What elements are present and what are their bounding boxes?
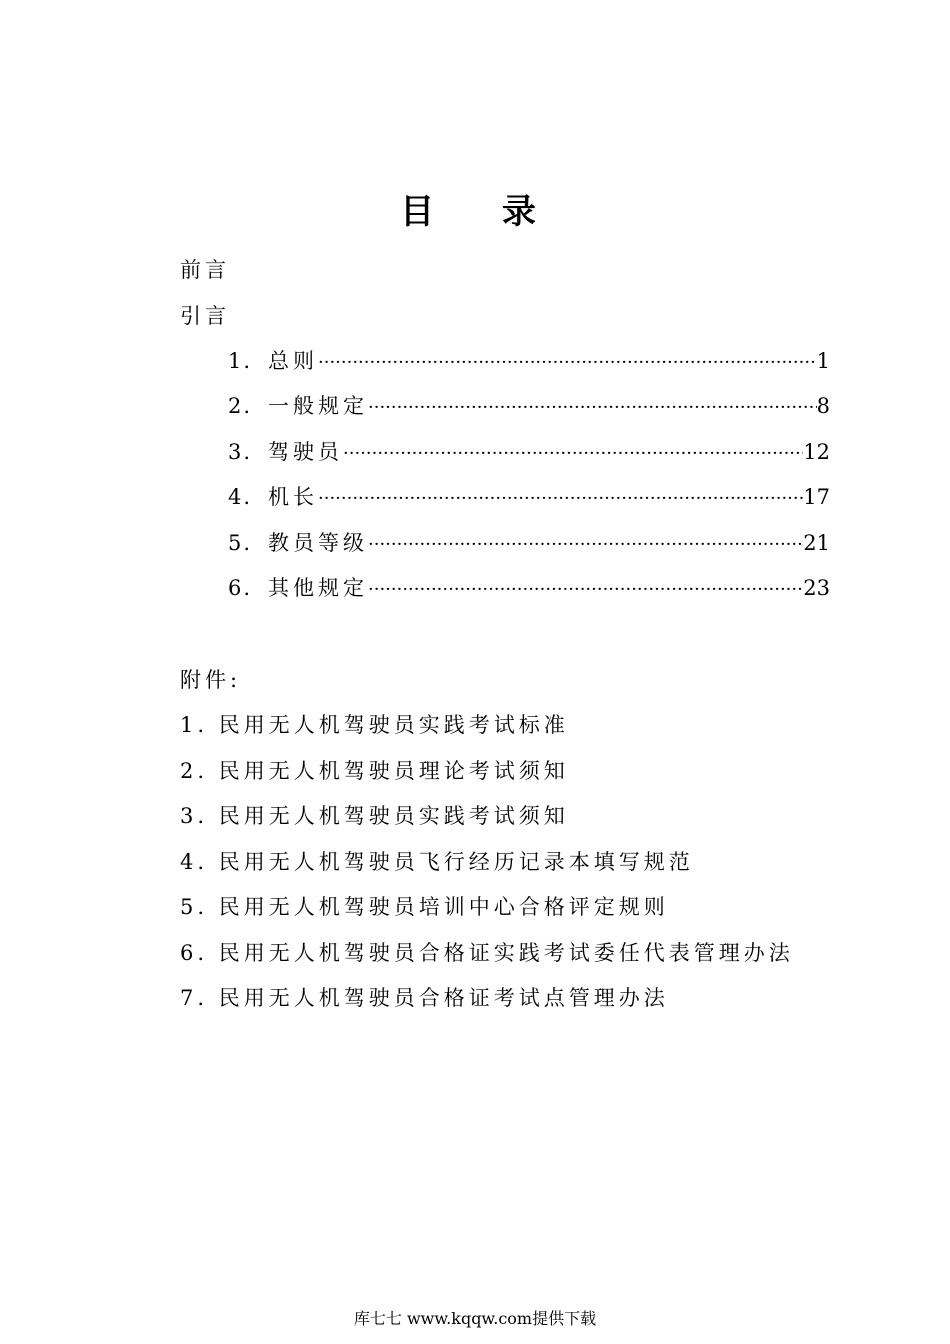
toc-entry	[228, 347, 830, 377]
toc-entry	[228, 392, 830, 422]
toc-entry-page: 17	[803, 485, 830, 509]
toc-entry-label: 其他规定	[268, 576, 368, 600]
introduction-heading: 引言	[180, 304, 230, 328]
toc-entry	[228, 574, 830, 604]
toc-entry-label: 一般规定	[268, 394, 368, 418]
toc-entry-label: 教员等级	[268, 531, 368, 555]
toc-entry-label: 驾驶员	[268, 440, 343, 464]
toc-entry	[228, 438, 830, 468]
attachment-item: 4. 民用无人机驾驶员飞行经历记录本填写规范	[180, 850, 694, 874]
page-title: 目 录	[400, 192, 564, 232]
preface-heading: 前言	[180, 258, 230, 282]
toc-entry-number: 4.	[228, 485, 253, 509]
toc-dot-leader	[318, 485, 803, 513]
toc-dot-leader	[343, 440, 803, 468]
attachments-heading: 附件:	[180, 668, 242, 692]
download-footer: 库七七 www.kqqw.com提供下载	[353, 1309, 597, 1328]
toc-entry-page: 1	[816, 349, 830, 373]
attachment-item: 6. 民用无人机驾驶员合格证实践考试委任代表管理办法	[180, 941, 794, 965]
toc-entry-page: 8	[816, 394, 830, 418]
toc-dot-leader	[368, 394, 817, 422]
toc-entry-label: 总则	[268, 349, 318, 373]
attachment-item: 2. 民用无人机驾驶员理论考试须知	[180, 759, 569, 783]
toc-entry	[228, 483, 830, 513]
toc-entry	[228, 529, 830, 559]
toc-entry-label: 机长	[268, 485, 318, 509]
attachment-item: 1. 民用无人机驾驶员实践考试标准	[180, 713, 569, 737]
toc-dot-leader	[318, 349, 817, 377]
toc-entry-number: 5.	[228, 531, 253, 555]
toc-entry-page: 21	[803, 531, 830, 555]
attachment-item: 3. 民用无人机驾驶员实践考试须知	[180, 804, 569, 828]
toc-entry-number: 2.	[228, 394, 253, 418]
toc-entry-number: 6.	[228, 576, 253, 600]
toc-entry-number: 3.	[228, 440, 253, 464]
attachment-item: 5. 民用无人机驾驶员培训中心合格评定规则	[180, 895, 669, 919]
toc-entry-page: 12	[803, 440, 830, 464]
toc-entry-page: 23	[803, 576, 830, 600]
toc-dot-leader	[368, 531, 803, 559]
attachment-item: 7. 民用无人机驾驶员合格证考试点管理办法	[180, 986, 669, 1010]
toc-dot-leader	[368, 576, 803, 604]
toc-entry-number: 1.	[228, 349, 253, 373]
